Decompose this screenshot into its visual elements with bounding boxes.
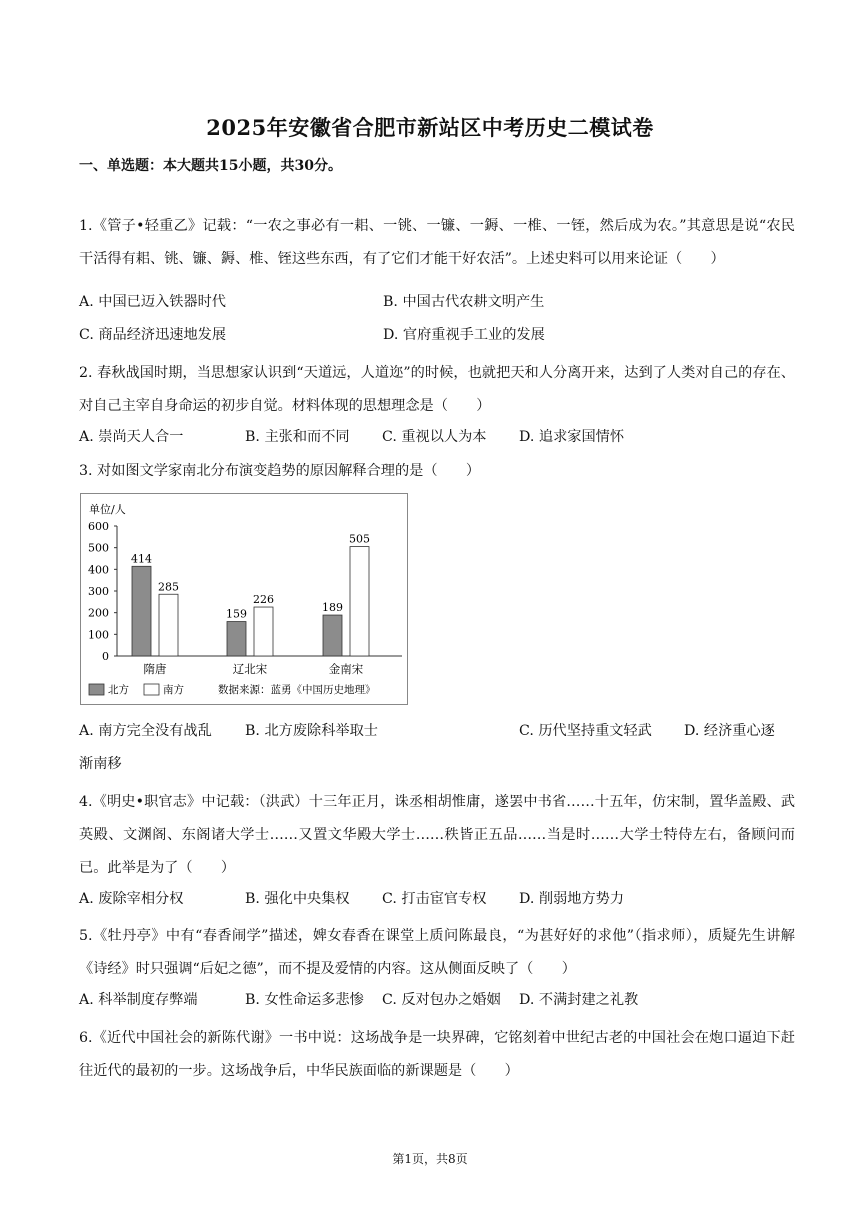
question-4-stem: 4.《明史•职官志》中记载：（洪武）十三年正月，诛丞相胡惟庸，遂罢中书省……十五年，仿宋制，置华盖殿、武英殿、文渊阁、东阁诸大学士……又置文华殿大学士……秩皆正五品……当是时……大学士特侍左右，备顾问而已。此举是为了（ ） [79, 794, 795, 876]
bar-value-label: 226 [253, 593, 274, 607]
chart-unit-label: 单位/人 [89, 503, 126, 516]
legend-label: 南方 [163, 684, 184, 696]
bar-north [132, 566, 151, 656]
question-2-option-a[interactable]: A. 崇尚天人合一 [79, 429, 184, 445]
question-1-option-c[interactable]: C. 商品经济迅速地发展 [79, 327, 227, 343]
question-2-stem: 2. 春秋战国时期，当思想家认识到“天道远，人道迩”的时候，也就把天和人分离开来，达到了人类对自己的存在、对自己主宰自身命运的初步自觉。材料体现的思想理念是（ ） [79, 365, 795, 414]
question-3-option-b[interactable]: B. 北方废除科举取士 [245, 723, 378, 739]
question-5-option-c[interactable]: C. 反对包办之婚姻 [382, 992, 501, 1008]
question-5-option-b[interactable]: B. 女性命运多悲惨 [245, 992, 364, 1008]
question-1-stem: 1.《管子•轻重乙》记载：“一农之事必有一耜、一铫、一镰、一鎒、一椎、一铚，然后成为农。”其意思是说“农民干活得有耜、铫、镰、鎒、椎、铚这些东西，有了它们才能干好农活”。上述史料可以用来论证（ ） [79, 218, 795, 267]
question-1-option-d[interactable]: D. 官府重视手工业的发展 [383, 327, 545, 343]
x-category-label: 隋唐 [143, 662, 167, 676]
question-5-stem: 5.《牡丹亭》中有“春香闹学”描述，婢女春香在课堂上质问陈最良，“为甚好好的求他”（指求师），质疑先生讲解《诗经》时只强调“后妃之德”，而不提及爱情的内容。这从侧面反映了（ ） [79, 928, 795, 977]
y-tick-label: 300 [88, 585, 109, 598]
y-tick-label: 400 [88, 563, 109, 577]
question-1-option-a[interactable]: A. 中国已迈入铁器时代 [79, 294, 226, 310]
question-4-option-d[interactable]: D. 削弱地方势力 [519, 891, 625, 907]
question-3-option-a[interactable]: A. 南方完全没有战乱 [79, 723, 212, 739]
bar-value-label: 285 [158, 580, 179, 594]
bar-south [350, 547, 369, 656]
page-footer: 第1页，共8页 [392, 1152, 468, 1166]
y-tick-label: 500 [88, 541, 109, 555]
question-5-option-d[interactable]: D. 不满封建之礼教 [519, 992, 639, 1008]
y-tick-label: 0 [102, 650, 109, 663]
bar-north [323, 615, 342, 656]
question-6-stem: 6.《近代中国社会的新陈代谢》一书中说：这场战争是一块界碑，它铭刻着中世纪古老的中国社会在炮口逼迫下赶往近代的最初的一步。这场战争后，中华民族面临的新课题是（ ） [79, 1030, 795, 1079]
y-tick-label: 600 [88, 520, 109, 533]
legend-label: 北方 [108, 684, 129, 696]
bar-value-label: 505 [349, 532, 370, 546]
y-tick-label: 200 [88, 606, 109, 620]
question-3-option-d[interactable]: D. 经济重心逐 [684, 723, 775, 739]
bar-value-label: 159 [226, 607, 247, 621]
question-1-option-b[interactable]: B. 中国古代农耕文明产生 [383, 294, 545, 310]
question-4-option-b[interactable]: B. 强化中央集权 [245, 891, 350, 907]
question-2-option-c[interactable]: C. 重视以人为本 [382, 429, 487, 445]
question-4-option-a[interactable]: A. 废除宰相分权 [79, 891, 184, 907]
bar-chart [80, 493, 408, 705]
question-3-stem: 3. 对如图文学家南北分布演变趋势的原因解释合理的是（ ） [79, 463, 481, 479]
question-3-option-c[interactable]: C. 历代坚持重文轻武 [519, 723, 652, 739]
question-3-option-d-continued: 渐南移 [79, 756, 122, 772]
bar-value-label: 414 [131, 552, 152, 566]
chart-source: 数据来源：蓝勇《中国历史地理》 [218, 684, 376, 696]
bar-south [159, 594, 178, 656]
question-4-option-c[interactable]: C. 打击宦官专权 [382, 891, 487, 907]
section-heading: 一、单选题：本大题共15小题，共30分。 [79, 158, 342, 174]
bar-value-label: 189 [322, 601, 343, 615]
bar-south [254, 607, 273, 656]
x-category-label: 辽北宋 [232, 662, 268, 676]
y-tick-label: 100 [88, 628, 109, 642]
question-2-option-d[interactable]: D. 追求家国情怀 [519, 429, 625, 445]
question-2-option-b[interactable]: B. 主张和而不同 [245, 429, 350, 445]
legend-swatch [89, 684, 104, 695]
bar-north [227, 622, 246, 656]
x-category-label: 金南宋 [328, 662, 364, 676]
legend-swatch [144, 684, 159, 695]
question-5-option-a[interactable]: A. 科举制度存弊端 [79, 992, 198, 1008]
page-title: 2025年安徽省合肥市新站区中考历史二模试卷 [206, 115, 654, 140]
